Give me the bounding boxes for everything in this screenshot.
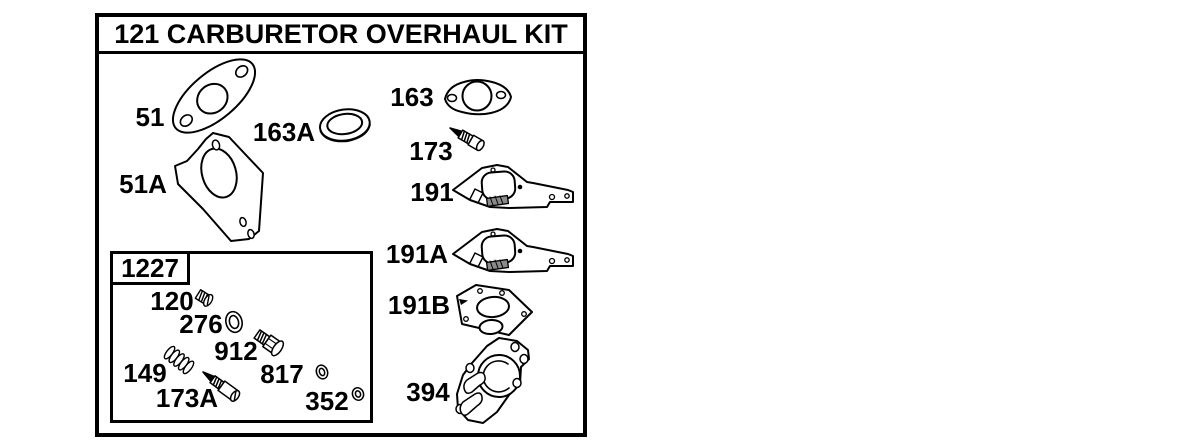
part-label-191A: 191A bbox=[385, 239, 449, 269]
part-163-gasket-drawing bbox=[445, 80, 511, 114]
part-394-diaphragm-drawing bbox=[456, 338, 529, 423]
part-label-173A: 173A bbox=[155, 383, 219, 413]
part-51A-plate-drawing bbox=[175, 133, 263, 241]
part-label-352: 352 bbox=[305, 386, 349, 416]
part-label-276: 276 bbox=[179, 309, 223, 339]
part-label-163: 163 bbox=[390, 82, 434, 112]
part-label-191: 191 bbox=[410, 177, 454, 207]
part-191-gasket-drawing bbox=[453, 165, 573, 208]
part-label-394: 394 bbox=[406, 377, 450, 407]
part-label-120: 120 bbox=[150, 286, 194, 316]
part-51-gasket-drawing bbox=[161, 46, 267, 146]
part-label-51A: 51A bbox=[119, 169, 167, 199]
kit-1227-label-box bbox=[113, 254, 190, 285]
part-label-912: 912 bbox=[214, 336, 258, 366]
part-label-163A: 163A bbox=[252, 117, 316, 147]
part-label-173: 173 bbox=[409, 136, 453, 166]
part-label-191B: 191B bbox=[387, 290, 451, 320]
diagram-title: 121 CARBURETOR OVERHAUL KIT bbox=[114, 18, 568, 49]
part-163A-seal-drawing bbox=[318, 106, 372, 145]
part-label-149: 149 bbox=[123, 358, 167, 388]
part-173-needle-valve-drawing bbox=[447, 123, 485, 152]
part-label-51: 51 bbox=[135, 102, 165, 132]
part-label-817: 817 bbox=[260, 359, 304, 389]
part-191A-gasket-drawing bbox=[453, 229, 573, 272]
kit-1227-label: 1227 bbox=[121, 252, 179, 283]
part-191B-gasket-drawing bbox=[457, 285, 532, 335]
